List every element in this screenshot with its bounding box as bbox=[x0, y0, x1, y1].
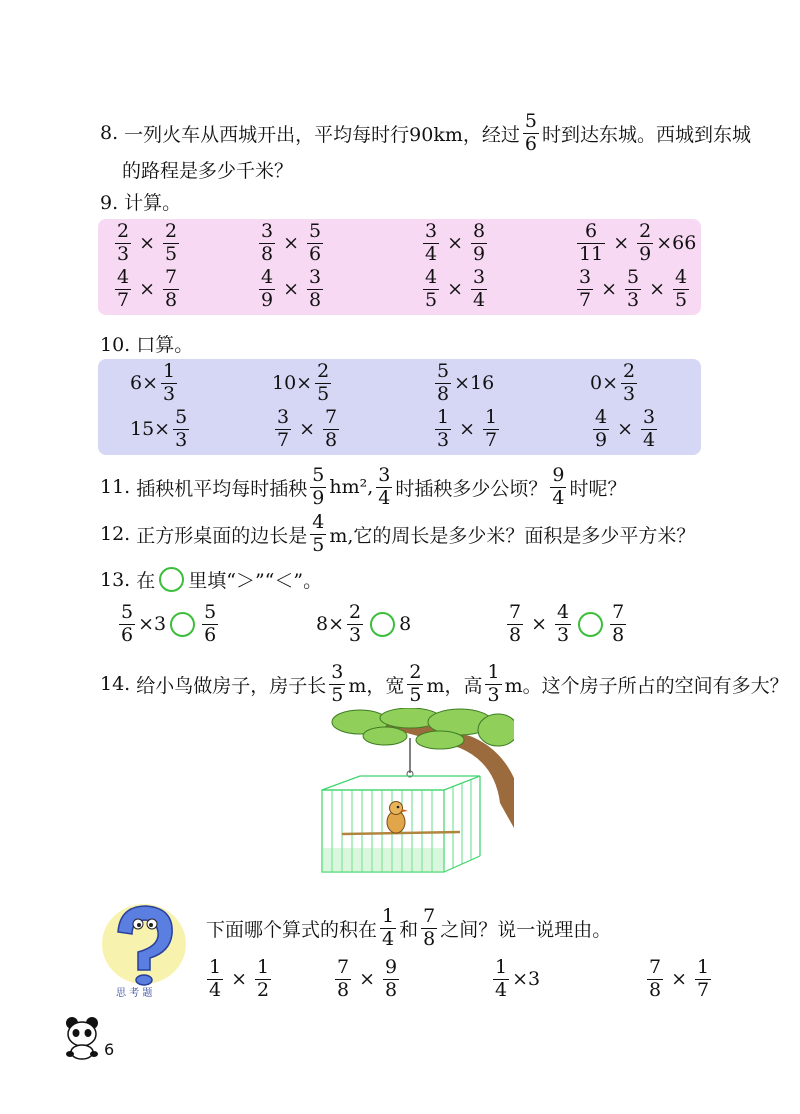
think-option: $\frac{1}{4}$ ×3 bbox=[495, 956, 541, 1001]
q9-expr: $\frac{3}{7}$ × $\frac{5}{3}$ × $\frac{4}{5}$ bbox=[579, 266, 688, 311]
answer-circle[interactable] bbox=[370, 612, 395, 637]
q10-expr: $\frac{5}{8}$ ×16 bbox=[437, 360, 495, 405]
q9-expr: $\frac{4}{5}$ × $\frac{3}{4}$ bbox=[425, 266, 486, 311]
q9-expr: $\frac{3}{4}$ × $\frac{8}{9}$ bbox=[425, 220, 486, 265]
think-question: 下面哪个算式的积在 $\frac{1}{4}$ 和 $\frac{7}{8}$ 之间？说一说理由。 bbox=[206, 905, 612, 950]
page-number: 6 bbox=[104, 1040, 115, 1059]
think-option: $\frac{7}{8}$ × $\frac{1}{7}$ bbox=[649, 956, 710, 1001]
q10-expr: 15× $\frac{5}{3}$ bbox=[130, 406, 188, 451]
q8-line2: 的路程是多少千米？ bbox=[122, 160, 294, 182]
q14-line: 14. 给小鸟做房子，房子长 $\frac{3}{5}$ m，宽 $\frac{2}{5}$ m，高 $\frac{1}{3}$ m。这个房子所占的空间有多大？ bbox=[100, 661, 789, 706]
fraction: $\frac{5}{6}$ bbox=[524, 110, 537, 155]
answer-circle[interactable] bbox=[170, 612, 195, 637]
q10-expr: 0× $\frac{2}{3}$ bbox=[590, 360, 636, 405]
compare-1: $\frac{5}{6}$ ×3 $\frac{5}{6}$ bbox=[121, 601, 217, 646]
birdcage-illustration bbox=[320, 708, 514, 874]
q10-title: 10. 口算。 bbox=[100, 334, 194, 356]
answer-circle[interactable] bbox=[578, 612, 603, 637]
q10-expr: $\frac{4}{9}$ × $\frac{3}{4}$ bbox=[595, 406, 656, 451]
q10-expr: 6× $\frac{1}{3}$ bbox=[130, 360, 176, 405]
compare-2: 8× $\frac{2}{3}$ 8 bbox=[316, 601, 412, 646]
q9-expr: $\frac{4}{9}$ × $\frac{3}{8}$ bbox=[261, 266, 322, 311]
think-option: $\frac{7}{8}$ × $\frac{9}{8}$ bbox=[337, 956, 398, 1001]
q9-expr: $\frac{2}{3}$ × $\frac{2}{5}$ bbox=[117, 220, 178, 265]
q10-expr: $\frac{1}{3}$ × $\frac{1}{7}$ bbox=[437, 406, 498, 451]
q9-expr: $\frac{3}{8}$ × $\frac{5}{6}$ bbox=[261, 220, 322, 265]
q8-line1: 8. 一列火车从西城开出，平均每时行90km，经过 $\frac{5}{6}$ 时到达东城。西城到东城 bbox=[100, 110, 751, 155]
q9-expr: $\frac{4}{7}$ × $\frac{7}{8}$ bbox=[117, 266, 178, 311]
q9-expr: $\frac{6}{11}$ × $\frac{2}{9}$ ×66 bbox=[579, 220, 697, 265]
q13-line: 13. 在 里填“＞”“＜”。 bbox=[100, 568, 323, 592]
answer-circle bbox=[159, 567, 184, 592]
compare-3: $\frac{7}{8}$ × $\frac{4}{3}$ $\frac{7}{8}$ bbox=[509, 601, 625, 646]
think-option: $\frac{1}{4}$ × $\frac{1}{2}$ bbox=[209, 956, 270, 1001]
q11-line: 11. 插秧机平均每时插秧 $\frac{5}{9}$ hm², $\frac{3}{4}$ 时插秧多少公顷？ $\frac{9}{4}$ 时呢？ bbox=[100, 464, 627, 509]
panda-icon bbox=[62, 1014, 102, 1060]
q10-expr: 10× $\frac{2}{5}$ bbox=[272, 360, 330, 405]
q9-title: 9. 计算。 bbox=[100, 192, 182, 214]
q10-expr: $\frac{3}{7}$ × $\frac{7}{8}$ bbox=[277, 406, 338, 451]
think-badge-label: 思 考 题 bbox=[116, 988, 153, 999]
q12-line: 12. 正方形桌面的边长是 $\frac{4}{5}$ m,它的周长是多少米？面积是多少平方米？ bbox=[100, 511, 696, 556]
